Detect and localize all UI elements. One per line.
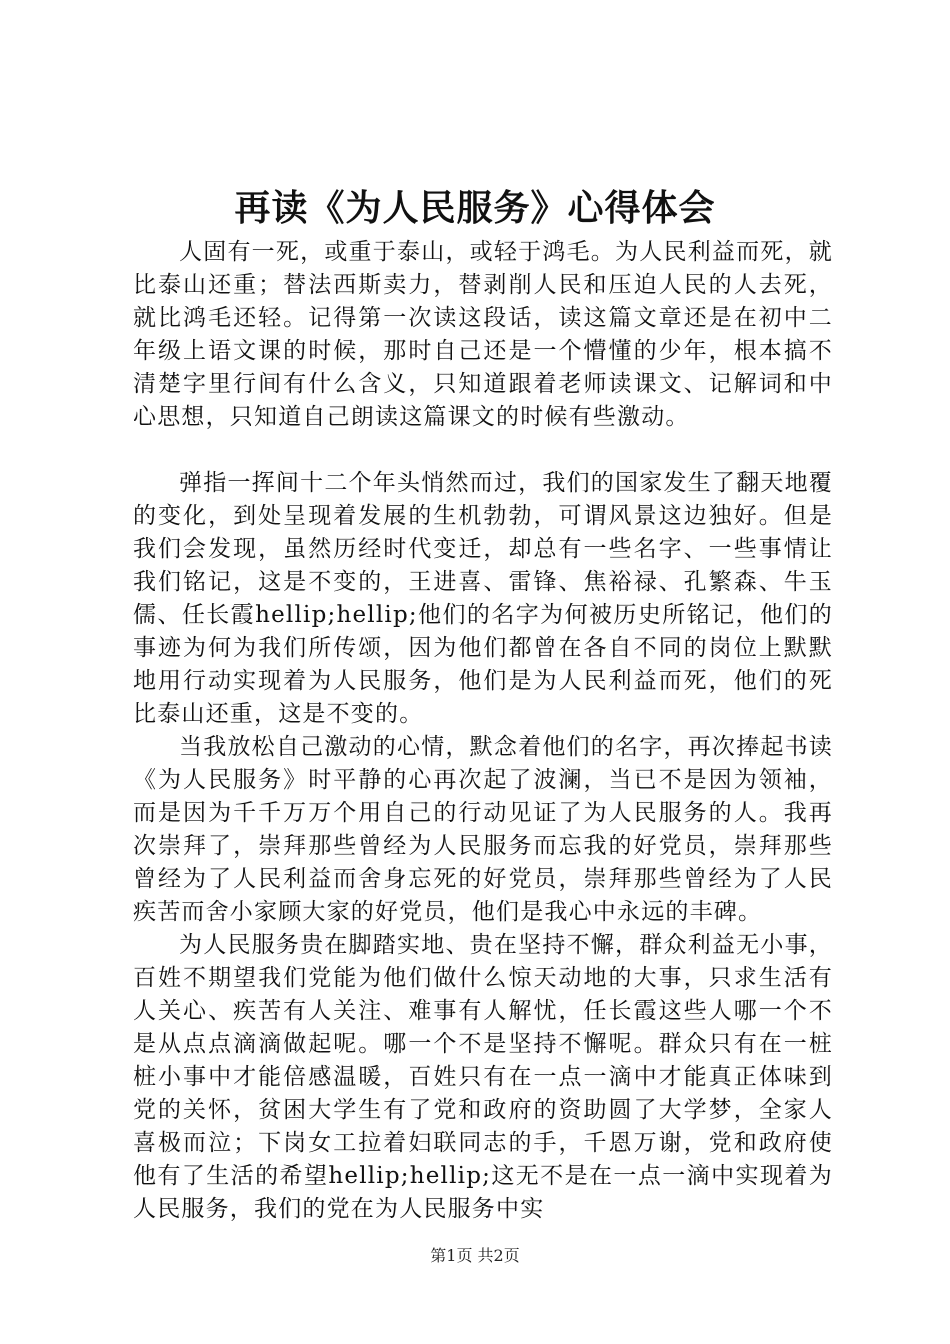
document-title: 再读《为人民服务》心得体会 — [234, 187, 716, 229]
paragraph-4: 为人民服务贵在脚踏实地、贵在坚持不懈，群众利益无小事，百姓不期望我们党能为他们做什么惊天动地的大事，只求生活有人关心、疾苦有人关注、难事有人解忧，任长霞这些人哪一个不是从点点滴滴做起呢。哪一个不是坚持不懈呢。群众只有在一桩桩小事中才能倍感温暖，百姓只有在一点一滴中才能真正体味到党的关怀，贫困大学生有了党和政府的资助圆了大学梦，全家人喜极而泣；下岗女工拉着妇联同志的手，千恩万谢，党和政府使他有了生活的希望hellip;hellip;这无不是在一点一滴中实现着为人民服务，我们的党在为人民服务中实 — [133, 932, 833, 1222]
paragraph-3: 当我放松自己激动的心情，默念着他们的名字，再次捧起书读《为人民服务》时平静的心再次起了波澜，当已不是因为领袖，而是因为千千万万个用自己的行动见证了为人民服务的人。我再次崇拜了，崇拜那些曾经为人民服务而忘我的好党员，崇拜那些曾经为了人民利益而舍身忘死的好党员，崇拜那些曾经为了人民疾苦而舍小家顾大家的好党员，他们是我心中永远的丰碑。 — [133, 734, 833, 925]
paragraph-1: 人固有一死，或重于泰山，或轻于鸿毛。为人民利益而死，就比泰山还重；替法西斯卖力，替剥削人民和压迫人民的人去死，就比鸿毛还轻。记得第一次读这段话，读这篇文章还是在初中二年级上语文课的时候，那时自己还是一个懵懂的少年，根本搞不清楚字里行间有什么含义，只知道跟着老师读课文、记解词和中心思想，只知道自己朗读这篇课文的时候有些激动。 — [133, 239, 833, 430]
document-body — [133, 236, 833, 1226]
page-number-footer: 第1页 共2页 — [430, 1246, 520, 1265]
paragraph-2: 弹指一挥间十二个年头悄然而过，我们的国家发生了翻天地覆的变化，到处呈现着发展的生机勃勃，可谓风景这边独好。但是我们会发现，虽然历经时代变迁，却总有一些名字、一些事情让我们铭记，这是不变的，王进喜、雷锋、焦裕禄、孔繁森、牛玉儒、任长霞hellip;hellip;他们的名字为何被历史所铭记，他们的事迹为何为我们所传颂，因为他们都曾在各自不同的岗位上默默地用行动实现着为人民服务，他们是为人民利益而死，他们的死比泰山还重，这是不变的。 — [133, 470, 833, 727]
